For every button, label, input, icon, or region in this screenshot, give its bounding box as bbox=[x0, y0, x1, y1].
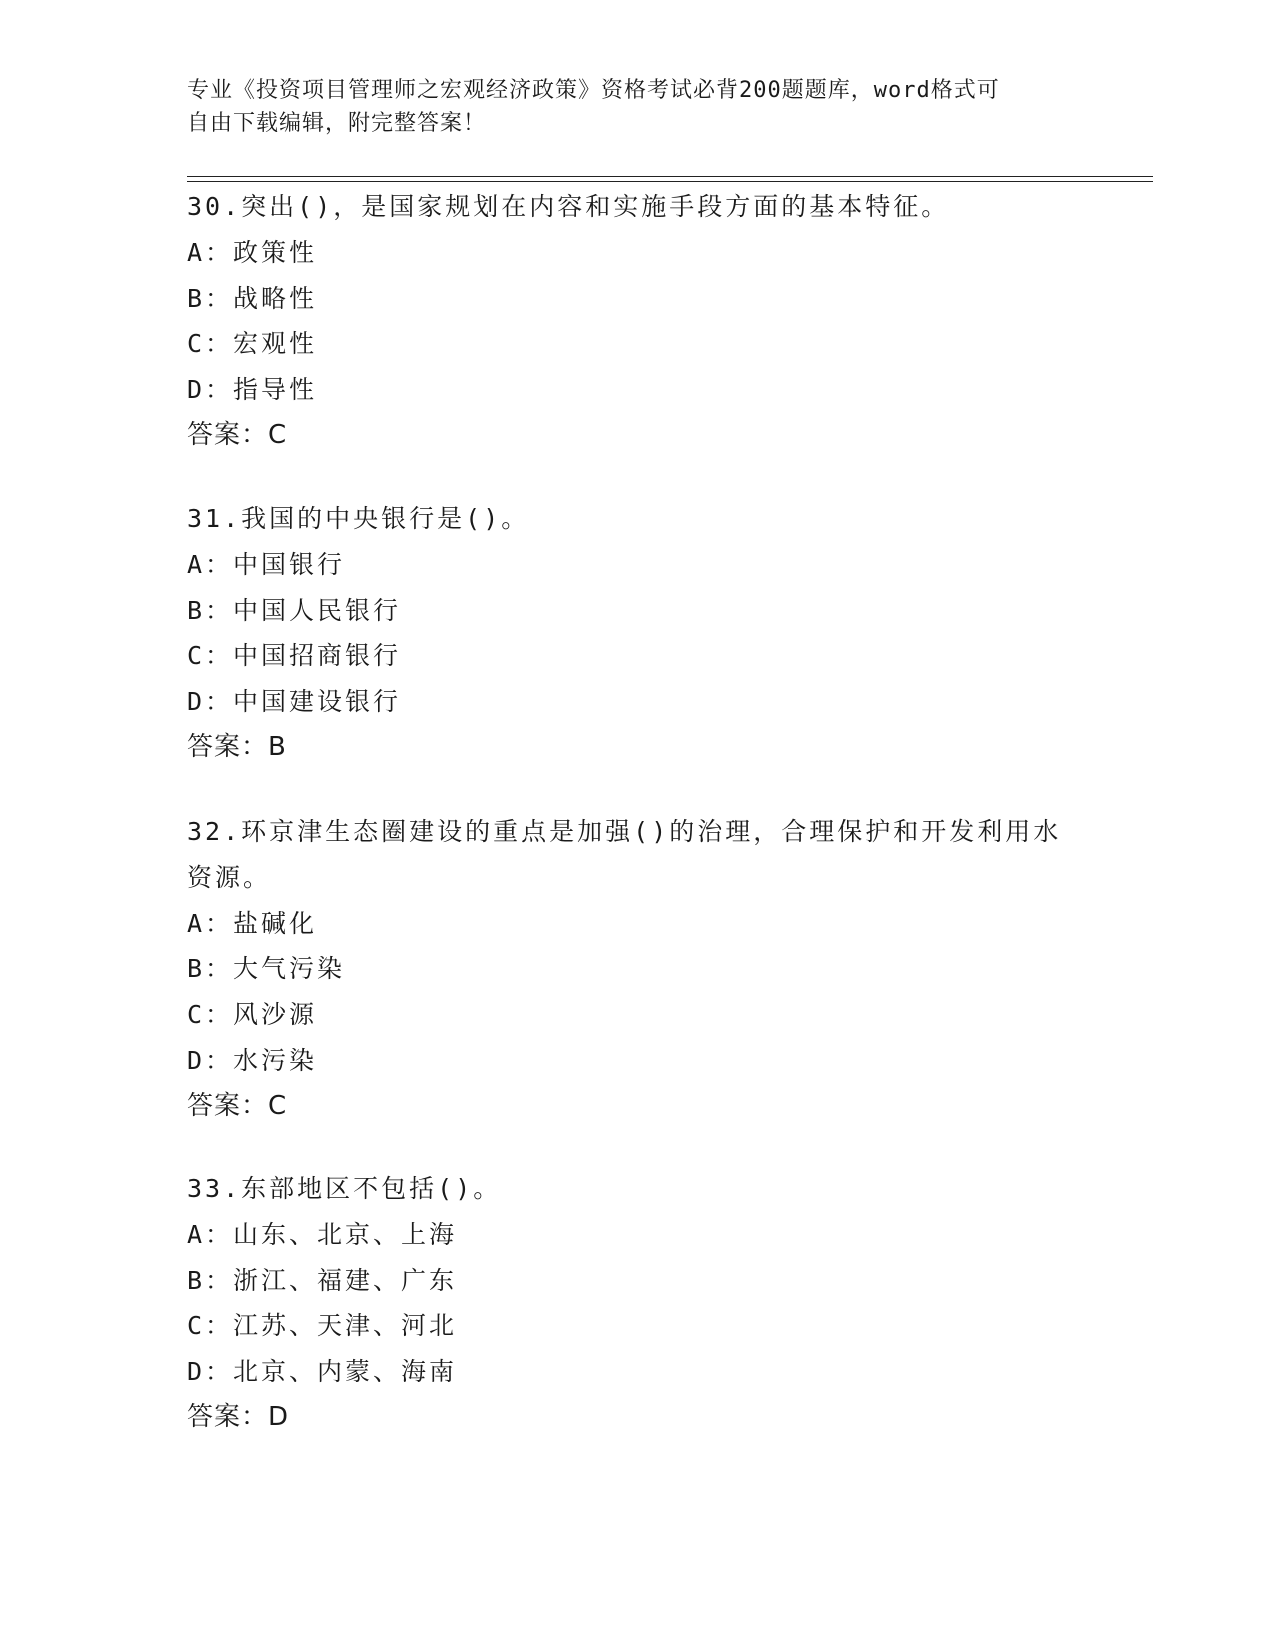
option-c: C：宏观性 bbox=[187, 329, 318, 359]
question-33 bbox=[187, 1166, 1087, 1441]
header-line-2: 自由下载编辑，附完整答案！ bbox=[187, 111, 487, 136]
answer-text: 答案：C bbox=[187, 419, 288, 450]
question-stem: 30.突出()，是国家规划在内容和实施手段方面的基本特征。 bbox=[187, 192, 950, 221]
question-30 bbox=[187, 184, 1087, 459]
option-d: D：水污染 bbox=[187, 1045, 318, 1075]
header-divider-top bbox=[187, 176, 1153, 177]
option-d: D：指导性 bbox=[187, 375, 318, 405]
option-c: C：风沙源 bbox=[187, 1000, 318, 1030]
option-b: B：浙江、福建、广东 bbox=[187, 1265, 458, 1295]
answer-text: 答案：B bbox=[187, 731, 287, 762]
option-b: B：中国人民银行 bbox=[187, 595, 402, 625]
header-divider-bottom bbox=[187, 181, 1153, 182]
option-d: D：北京、内蒙、海南 bbox=[187, 1357, 458, 1387]
question-32 bbox=[187, 809, 1087, 1130]
question-31 bbox=[187, 496, 1087, 771]
header-line-1: 专业《投资项目管理师之宏观经济政策》资格考试必背200题题库，word格式可 bbox=[187, 78, 1000, 103]
question-stem: 31.我国的中央银行是()。 bbox=[187, 504, 530, 533]
question-stem: 33.东部地区不包括()。 bbox=[187, 1174, 502, 1203]
option-b: B：战略性 bbox=[187, 283, 318, 313]
option-c: C：江苏、天津、河北 bbox=[187, 1311, 458, 1341]
question-stem: 32.环京津生态圈建设的重点是加强()的治理，合理保护和开发利用水 bbox=[187, 817, 1062, 846]
document-header bbox=[187, 74, 1067, 140]
question-stem-continued: 资源。 bbox=[187, 862, 272, 892]
answer-text: 答案：D bbox=[187, 1401, 290, 1432]
option-a: A：盐碱化 bbox=[187, 908, 318, 938]
option-b: B：大气污染 bbox=[187, 954, 346, 984]
option-d: D：中国建设银行 bbox=[187, 687, 402, 717]
option-a: A：山东、北京、上海 bbox=[187, 1219, 458, 1249]
option-a: A：中国银行 bbox=[187, 549, 346, 579]
option-c: C：中国招商银行 bbox=[187, 641, 402, 671]
answer-text: 答案：C bbox=[187, 1090, 288, 1121]
option-a: A：政策性 bbox=[187, 237, 318, 267]
